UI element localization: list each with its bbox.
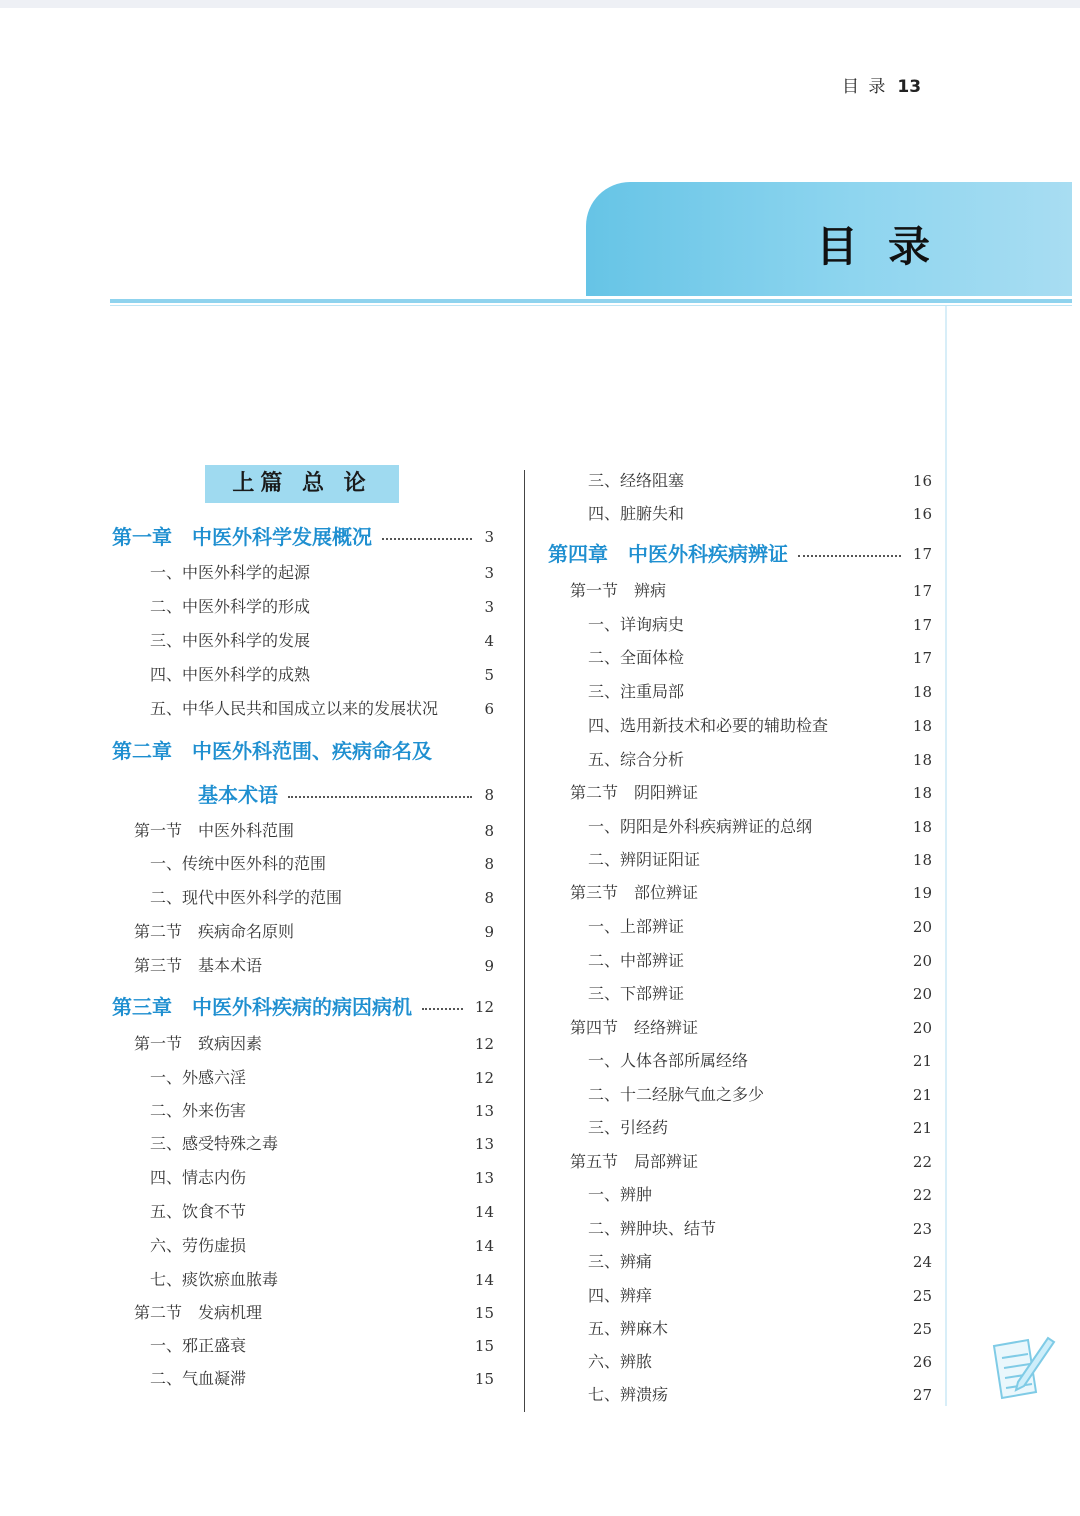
toc-entry-title: 第二章 中医外科范围、疾病命名及 (112, 739, 432, 763)
toc-entry-item[interactable] (588, 946, 932, 976)
toc-entry-item[interactable] (588, 466, 932, 496)
toc-entry-page: 16 (912, 505, 932, 523)
toc-entry-page: 3 (484, 598, 494, 616)
toc-entry-page: 14 (474, 1271, 494, 1289)
toc-entry-item[interactable] (150, 558, 494, 588)
toc-entry-section[interactable] (134, 951, 494, 981)
toc-entry-title: 五、综合分析 (588, 750, 685, 769)
toc-entry-section[interactable] (134, 816, 494, 846)
toc-entry-title: 第一章 中医外科学发展概况 (112, 525, 372, 549)
toc-entry-chapter[interactable] (112, 522, 494, 552)
toc-entry-page: 20 (912, 918, 932, 936)
leader-dots (422, 1008, 463, 1010)
toc-entry-item[interactable] (588, 745, 932, 775)
toc-entry-title: 第四章 中医外科疾病辨证 (548, 542, 788, 566)
toc-entry-title: 一、邪正盛衰 (150, 1336, 247, 1355)
leader-dots (288, 796, 472, 798)
toc-entry-chapter[interactable] (112, 992, 494, 1022)
toc-entry-title: 第一节 辨病 (570, 581, 667, 600)
toc-entry-title: 一、上部辨证 (588, 917, 685, 936)
toc-entry-page: 15 (474, 1337, 494, 1355)
toc-entry-page: 17 (912, 545, 932, 563)
toc-entry-item[interactable] (588, 499, 932, 529)
toc-entry-page: 20 (912, 985, 932, 1003)
toc-entry-title: 三、下部辨证 (588, 984, 685, 1003)
toc-entry-page: 13 (474, 1169, 494, 1187)
toc-entry-item[interactable] (588, 1314, 932, 1344)
toc-entry-title: 第一节 致病因素 (134, 1034, 263, 1053)
toc-entry-item[interactable] (588, 812, 932, 842)
toc-entry-title: 基本术语 (198, 783, 278, 807)
toc-entry-item[interactable] (588, 1046, 932, 1076)
toc-entry-section[interactable] (570, 1013, 932, 1043)
toc-entry-section[interactable] (570, 778, 932, 808)
toc-entry-page: 26 (912, 1353, 932, 1371)
toc-entry-page: 4 (484, 632, 494, 650)
toc-entry-page: 23 (912, 1220, 932, 1238)
toc-entry-title: 七、痰饮瘀血脓毒 (150, 1270, 279, 1289)
toc-entry-page: 16 (912, 472, 932, 490)
toc-entry-page: 17 (912, 616, 932, 634)
toc-entry-item[interactable] (588, 1180, 932, 1210)
toc-entry-item[interactable] (588, 1347, 932, 1377)
toc-entry-page: 25 (912, 1287, 932, 1305)
toc-entry-page: 27 (912, 1386, 932, 1404)
toc-entry-section[interactable] (570, 1147, 932, 1177)
toc-entry-page: 3 (484, 528, 494, 546)
toc-entry-page: 8 (484, 855, 494, 873)
toc-entry-chapter[interactable] (112, 736, 494, 766)
toc-entry-chapter[interactable] (198, 780, 494, 810)
toc-entry-item[interactable] (588, 1247, 932, 1277)
notebook-pencil-icon (988, 1330, 1056, 1404)
toc-entry-page: 13 (474, 1102, 494, 1120)
toc-entry-title: 第四节 经络辨证 (570, 1018, 699, 1037)
toc-entry-item[interactable] (150, 1163, 494, 1193)
running-head (842, 72, 921, 97)
toc-entry-title: 二、辨阴证阳证 (588, 850, 701, 869)
toc-entry-title: 二、中医外科学的形成 (150, 597, 311, 616)
page-title: 目录 (816, 222, 961, 271)
leader-dots (382, 538, 472, 540)
toc-entry-section[interactable] (570, 878, 932, 908)
header-rule (110, 299, 1072, 303)
toc-entry-page: 14 (474, 1237, 494, 1255)
toc-entry-item[interactable] (150, 1129, 494, 1159)
toc-entry-page: 15 (474, 1370, 494, 1388)
toc-entry-title: 第三章 中医外科疾病的病因病机 (112, 995, 412, 1019)
toc-entry-title: 三、经络阻塞 (588, 471, 685, 490)
toc-entry-title: 第二节 疾病命名原则 (134, 922, 295, 941)
toc-entry-item[interactable] (588, 979, 932, 1009)
toc-entry-page: 17 (912, 649, 932, 667)
toc-entry-title: 五、饮食不节 (150, 1202, 247, 1221)
toc-entry-page: 22 (912, 1153, 932, 1171)
toc-entry-title: 第二节 发病机理 (134, 1303, 263, 1322)
toc-entry-page: 12 (474, 1069, 494, 1087)
toc-entry-item[interactable] (150, 1197, 494, 1227)
toc-entry-item[interactable] (588, 711, 932, 741)
toc-entry-page: 8 (484, 786, 494, 804)
toc-entry-title: 四、选用新技术和必要的辅助检查 (588, 716, 829, 735)
toc-entry-title: 一、阴阳是外科疾病辨证的总纲 (588, 817, 813, 836)
toc-entry-title: 一、辨肿 (588, 1185, 653, 1204)
toc-entry-section[interactable] (134, 917, 494, 947)
toc-entry-title: 一、人体各部所属经络 (588, 1051, 749, 1070)
toc-entry-title: 五、中华人民共和国成立以来的发展状况 (150, 699, 439, 718)
toc-entry-title: 第五节 局部辨证 (570, 1152, 699, 1171)
toc-entry-page: 19 (912, 884, 932, 902)
toc-entry-page: 18 (912, 818, 932, 836)
toc-entry-page: 14 (474, 1203, 494, 1221)
toc-entry-title: 四、情志内伤 (150, 1168, 247, 1187)
toc-entry-title: 二、辨肿块、结节 (588, 1219, 717, 1238)
toc-entry-section[interactable] (570, 576, 932, 606)
toc-entry-item[interactable] (150, 694, 494, 724)
toc-entry-page: 5 (484, 666, 494, 684)
toc-entry-item[interactable] (588, 677, 932, 707)
toc-entry-title: 第三节 部位辨证 (570, 883, 699, 902)
toc-entry-item[interactable] (150, 1364, 494, 1394)
toc-entry-page: 13 (474, 1135, 494, 1153)
toc-entry-title: 三、中医外科学的发展 (150, 631, 311, 650)
toc-entry-title: 第二节 阴阳辨证 (570, 783, 699, 802)
toc-entry-section[interactable] (134, 1298, 494, 1328)
toc-entry-item[interactable] (150, 1063, 494, 1093)
toc-entry-item[interactable] (150, 626, 494, 656)
toc-entry-title: 六、辨脓 (588, 1352, 653, 1371)
toc-entry-page: 18 (912, 784, 932, 802)
toc-entry-page: 8 (484, 822, 494, 840)
toc-entry-page: 18 (912, 717, 932, 735)
toc-entry-section[interactable] (134, 1029, 494, 1059)
toc-entry-title: 四、脏腑失和 (588, 504, 685, 523)
toc-entry-item[interactable] (588, 643, 932, 673)
toc-entry-title: 一、外感六淫 (150, 1068, 247, 1087)
toc-entry-page: 25 (912, 1320, 932, 1338)
toc-entry-item[interactable] (150, 660, 494, 690)
header-rule-thin (110, 305, 1072, 306)
toc-entry-page: 9 (484, 957, 494, 975)
leader-dots (798, 555, 901, 557)
running-head-label: 目 录 (842, 77, 888, 97)
toc-entry-page: 17 (912, 582, 932, 600)
toc-entry-item[interactable] (588, 1080, 932, 1110)
toc-entry-page: 24 (912, 1253, 932, 1271)
toc-entry-title: 第三节 基本术语 (134, 956, 263, 975)
toc-entry-title: 四、中医外科学的成熟 (150, 665, 311, 684)
toc-entry-page: 18 (912, 751, 932, 769)
toc-entry-title: 二、中部辨证 (588, 951, 685, 970)
column-divider (524, 470, 525, 1412)
toc-entry-title: 六、劳伤虚损 (150, 1236, 247, 1255)
toc-entry-item[interactable] (588, 1214, 932, 1244)
toc-entry-item[interactable] (150, 1096, 494, 1126)
toc-entry-item[interactable] (150, 883, 494, 913)
toc-entry-title: 一、传统中医外科的范围 (150, 854, 327, 873)
top-band (0, 0, 1080, 8)
toc-entry-title: 五、辨麻木 (588, 1319, 669, 1338)
toc-entry-item[interactable] (588, 912, 932, 942)
toc-entry-page: 3 (484, 564, 494, 582)
toc-entry-title: 二、现代中医外科学的范围 (150, 888, 343, 907)
toc-entry-item[interactable] (150, 592, 494, 622)
toc-entry-item[interactable] (588, 845, 932, 875)
part-title: 上篇 总 论 (205, 465, 399, 503)
toc-entry-page: 21 (912, 1086, 932, 1104)
toc-entry-page: 9 (484, 923, 494, 941)
toc-entry-title: 一、详询病史 (588, 615, 685, 634)
toc-entry-item[interactable] (150, 849, 494, 879)
toc-entry-title: 二、气血凝滞 (150, 1369, 247, 1388)
toc-entry-page: 18 (912, 683, 932, 701)
toc-entry-page: 20 (912, 1019, 932, 1037)
toc-entry-title: 三、引经药 (588, 1118, 669, 1137)
toc-entry-item[interactable] (150, 1331, 494, 1361)
toc-entry-title: 第一节 中医外科范围 (134, 821, 295, 840)
right-margin-rule (945, 306, 947, 1406)
toc-entry-title: 三、感受特殊之毒 (150, 1134, 279, 1153)
toc-entry-page: 12 (474, 1035, 494, 1053)
toc-entry-item[interactable] (150, 1265, 494, 1295)
toc-entry-title: 七、辨溃疡 (588, 1385, 669, 1404)
toc-entry-title: 二、外来伤害 (150, 1101, 247, 1120)
toc-entry-page: 15 (474, 1304, 494, 1322)
toc-entry-title: 二、十二经脉气血之多少 (588, 1085, 765, 1104)
page-number: 13 (897, 77, 922, 97)
toc-entry-title: 三、注重局部 (588, 682, 685, 701)
toc-entry-page: 18 (912, 851, 932, 869)
toc-entry-item[interactable] (588, 1113, 932, 1143)
toc-entry-page: 20 (912, 952, 932, 970)
toc-entry-page: 8 (484, 889, 494, 907)
toc-entry-title: 二、全面体检 (588, 648, 685, 667)
toc-entry-chapter[interactable] (548, 539, 932, 569)
toc-entry-title: 三、辨痛 (588, 1252, 653, 1271)
toc-entry-page: 22 (912, 1186, 932, 1204)
toc-entry-item[interactable] (588, 1281, 932, 1311)
toc-entry-title: 一、中医外科学的起源 (150, 563, 311, 582)
toc-entry-item[interactable] (588, 1380, 932, 1410)
toc-entry-item[interactable] (588, 610, 932, 640)
toc-entry-item[interactable] (150, 1231, 494, 1261)
toc-entry-page: 21 (912, 1119, 932, 1137)
toc-entry-page: 6 (484, 700, 494, 718)
toc-entry-title: 四、辨痒 (588, 1286, 653, 1305)
toc-entry-page: 21 (912, 1052, 932, 1070)
toc-entry-page: 12 (474, 998, 494, 1016)
